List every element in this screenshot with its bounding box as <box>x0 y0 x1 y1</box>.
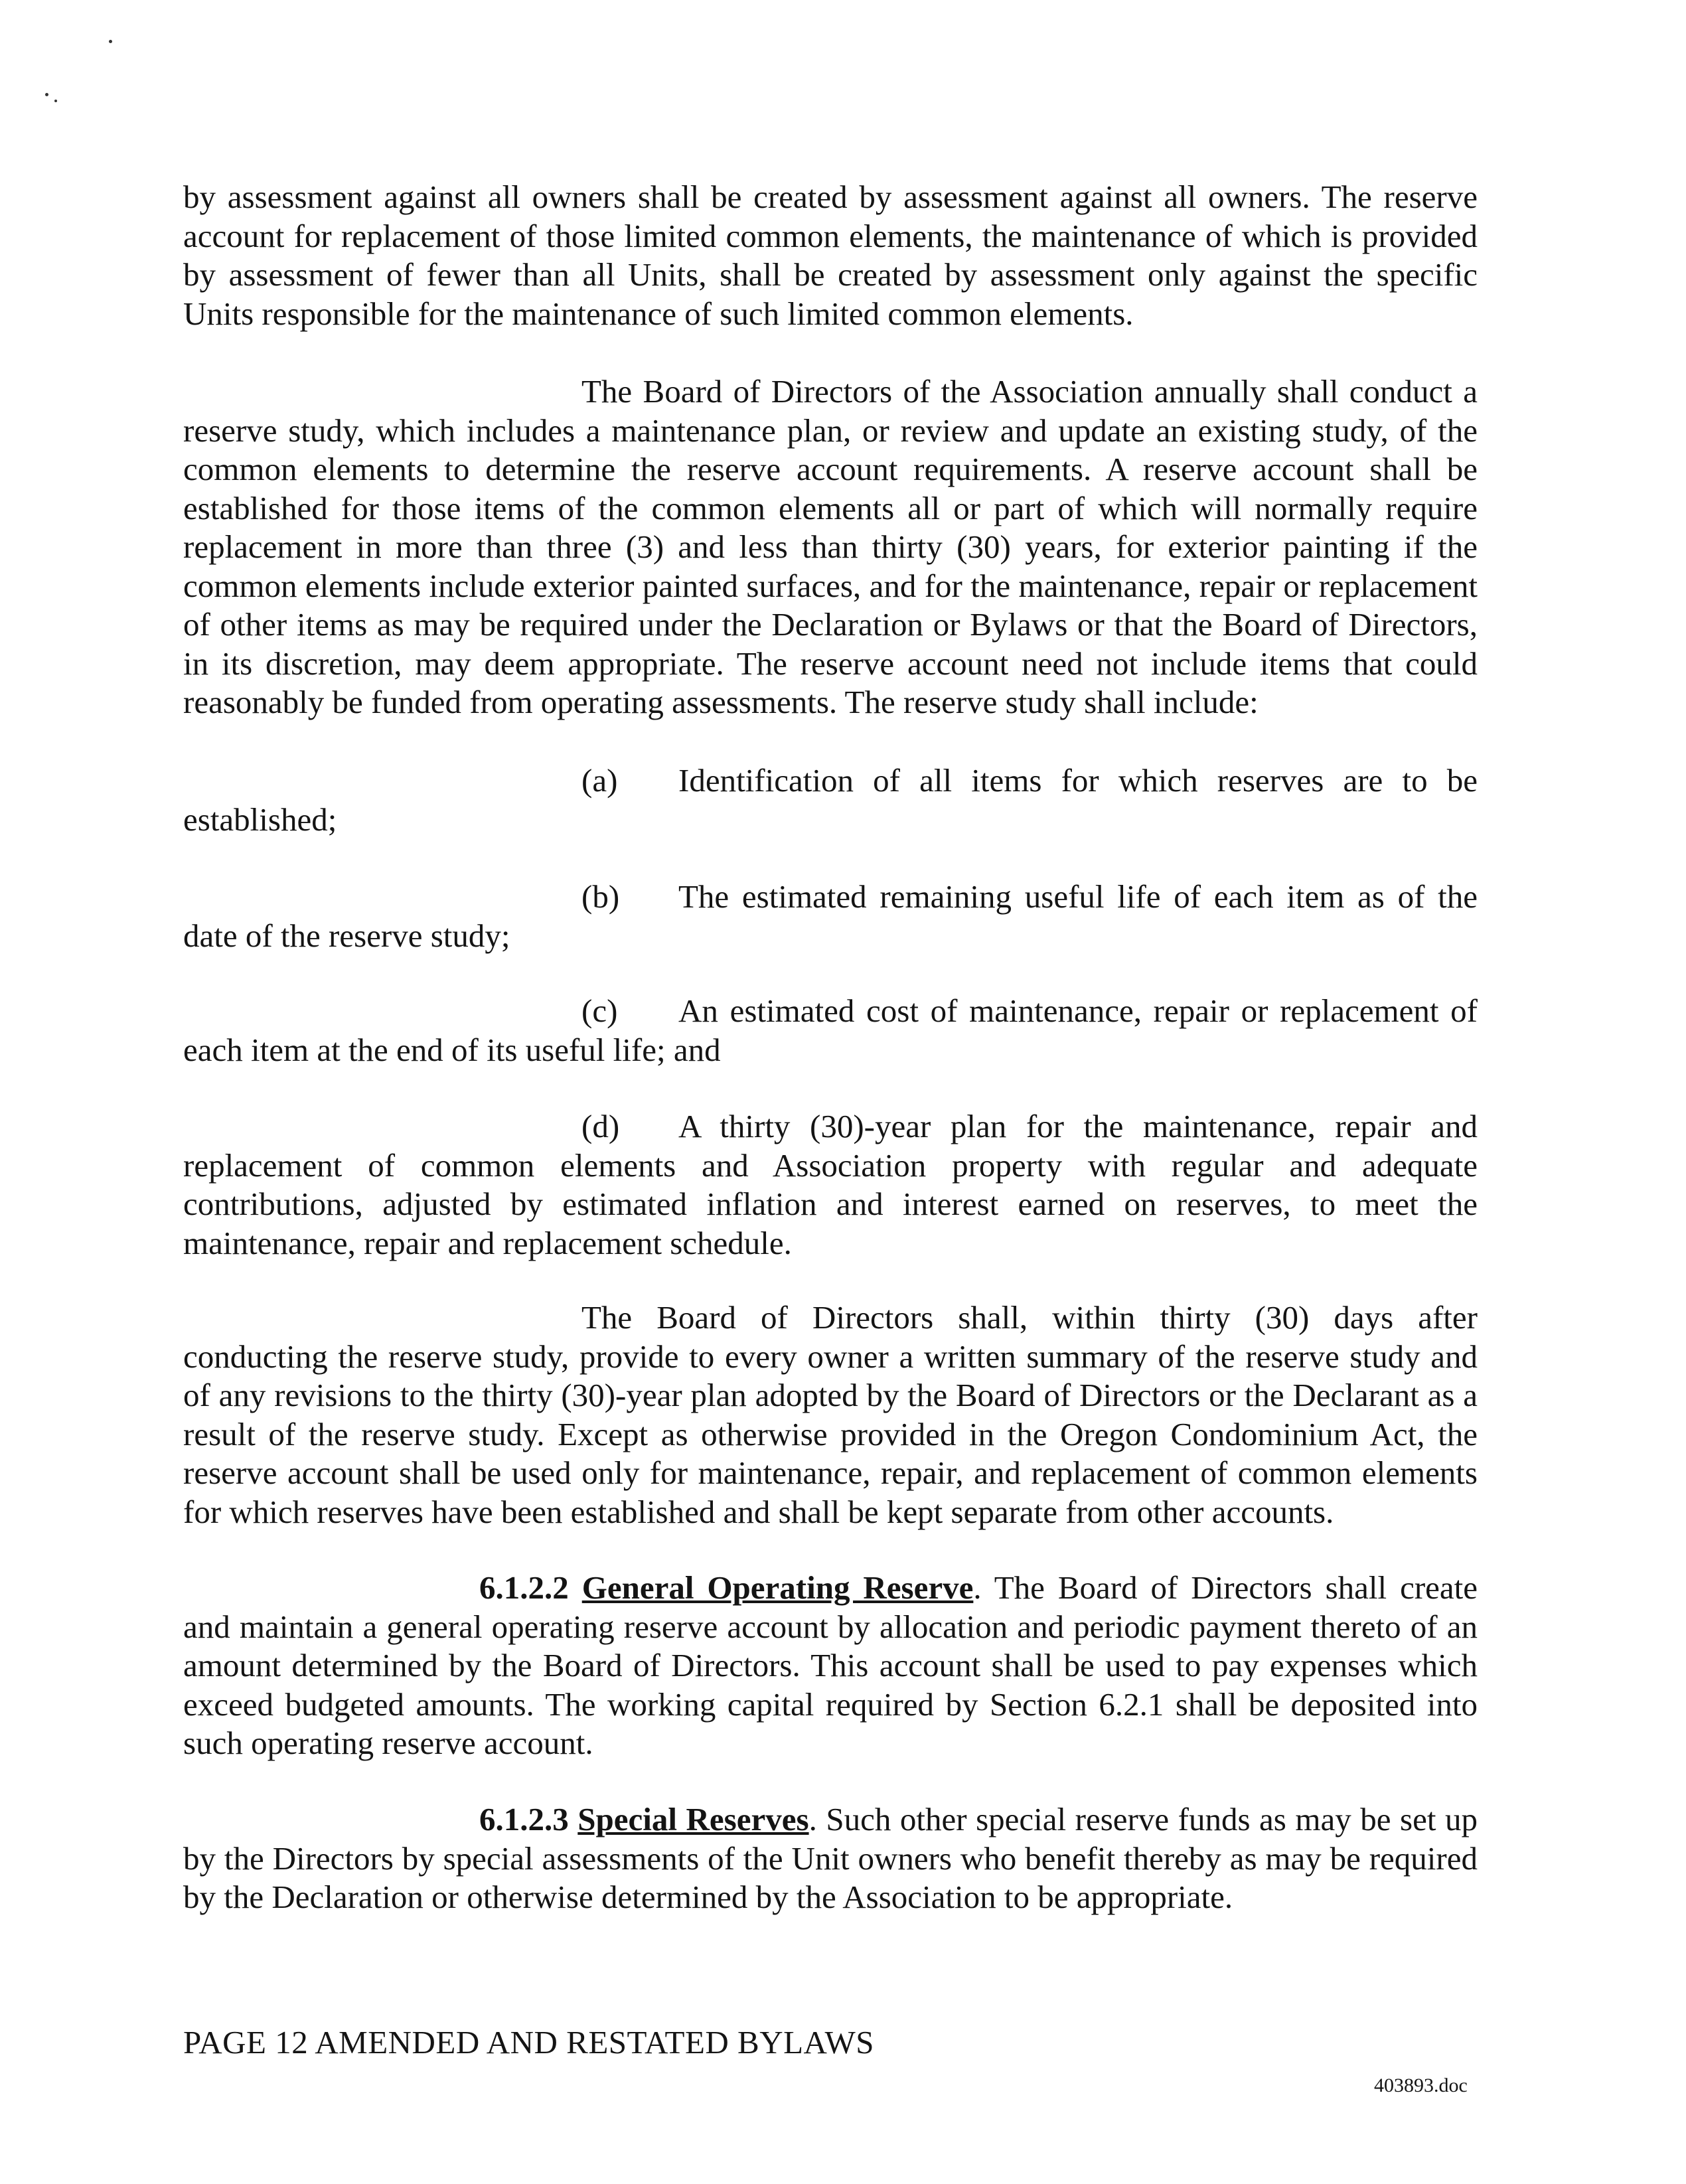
list-item-b <box>183 878 1478 955</box>
list-item-d <box>183 1107 1478 1263</box>
section-number: 6.1.2.3 <box>479 1801 569 1837</box>
section-general-operating-reserve <box>183 1569 1478 1763</box>
paragraph-summary-distribution: The Board of Directors shall, within thirty (30) days after conducting the reserve study, provide to every owner a written summary of the reserve study and of any revisions to the thirty (30)-year plan adopted by the Board of Directors or the Declarant as a result of the reserve study. Except as otherwise provided in the Oregon Condominium Act, the reserve account shall be used only for maintenance, repair, and replacement of common elements for which reserves have been established and shall be kept separate from other accounts. <box>183 1299 1478 1530</box>
list-item-text: Identification of all items for which reserves are to be <box>678 762 1478 799</box>
section-number: 6.1.2.2 <box>479 1569 569 1606</box>
scan-speck <box>45 93 48 96</box>
list-item-a <box>183 761 1478 839</box>
section-title: General Operating Reserve <box>581 1569 974 1606</box>
scan-speck <box>109 40 112 43</box>
page-footer-label: PAGE 12 AMENDED AND RESTATED BYLAWS <box>183 2024 874 2061</box>
list-marker: (a) <box>581 762 618 799</box>
list-item-text: An estimated cost of maintenance, repair or replacement of each item at the end of its useful life; and <box>183 992 1478 1068</box>
section-special-reserves <box>183 1800 1478 1917</box>
section-body: The Board of Directors shall create and maintain a general operating reserve account by allocation and periodic payment thereto of an amount determined by the Board of Directors. This account shall be used to pay expenses which exceed budgeted amounts. The working capital required by Section 6.2.1 shall be deposited into such operating reserve account. <box>183 1569 1478 1761</box>
list-item-continuation: established; <box>183 801 337 838</box>
paragraph-reserve-account-continuation: by assessment against all owners shall be created by assessment against all owners. The reserve account for replacement of those limited common elements, the maintenance of which is provided by assessment of fewer than all Units, shall be created by assessment only against the specific Units responsible for the maintenance of such limited common elements. <box>183 179 1478 332</box>
list-item-c <box>183 992 1478 1069</box>
list-item-text: A thirty (30)-year plan for the maintenance, repair and replacement of common elements and Association property with regular and adequate contributions, adjusted by estimated inflation and interest earned on reserves, to meet the maintenance, repair and replacement schedule. <box>183 1108 1478 1261</box>
section-body: Such other special reserve funds as may be set up by the Directors by special assessments of the Unit owners who benefit thereby as may be required by the Declaration or otherwise determined by the Association to be appropriate. <box>183 1801 1478 1915</box>
section-title-period: . <box>973 1569 982 1606</box>
document-id: 403893.doc <box>1374 2074 1468 2096</box>
list-item-text: The estimated remaining useful life of each item as of the <box>678 878 1478 915</box>
paragraph-reserve-study: The Board of Directors of the Association annually shall conduct a reserve study, which includes a maintenance plan, or review and update an existing study, of the common elements to determine the reserve account requirements. A reserve account shall be established for those items of the common elements all or part of which will normally require replacement in more than three (3) and less than thirty (30) years, for exterior painting if the common elements include exterior painted surfaces, and for the maintenance, repair or replacement of other items as may be required under the Declaration or Bylaws or that the Board of Directors, in its discretion, may deem appropriate. The reserve account need not include items that could reasonably be funded from operating assessments. The reserve study shall include: <box>183 373 1478 720</box>
list-marker: (c) <box>581 992 618 1029</box>
section-title-period: . <box>808 1801 817 1837</box>
scan-speck <box>54 100 57 102</box>
list-marker: (d) <box>581 1108 620 1144</box>
list-marker: (b) <box>581 878 620 915</box>
list-item-continuation: date of the reserve study; <box>183 917 510 954</box>
section-title: Special Reserves <box>577 1801 809 1837</box>
